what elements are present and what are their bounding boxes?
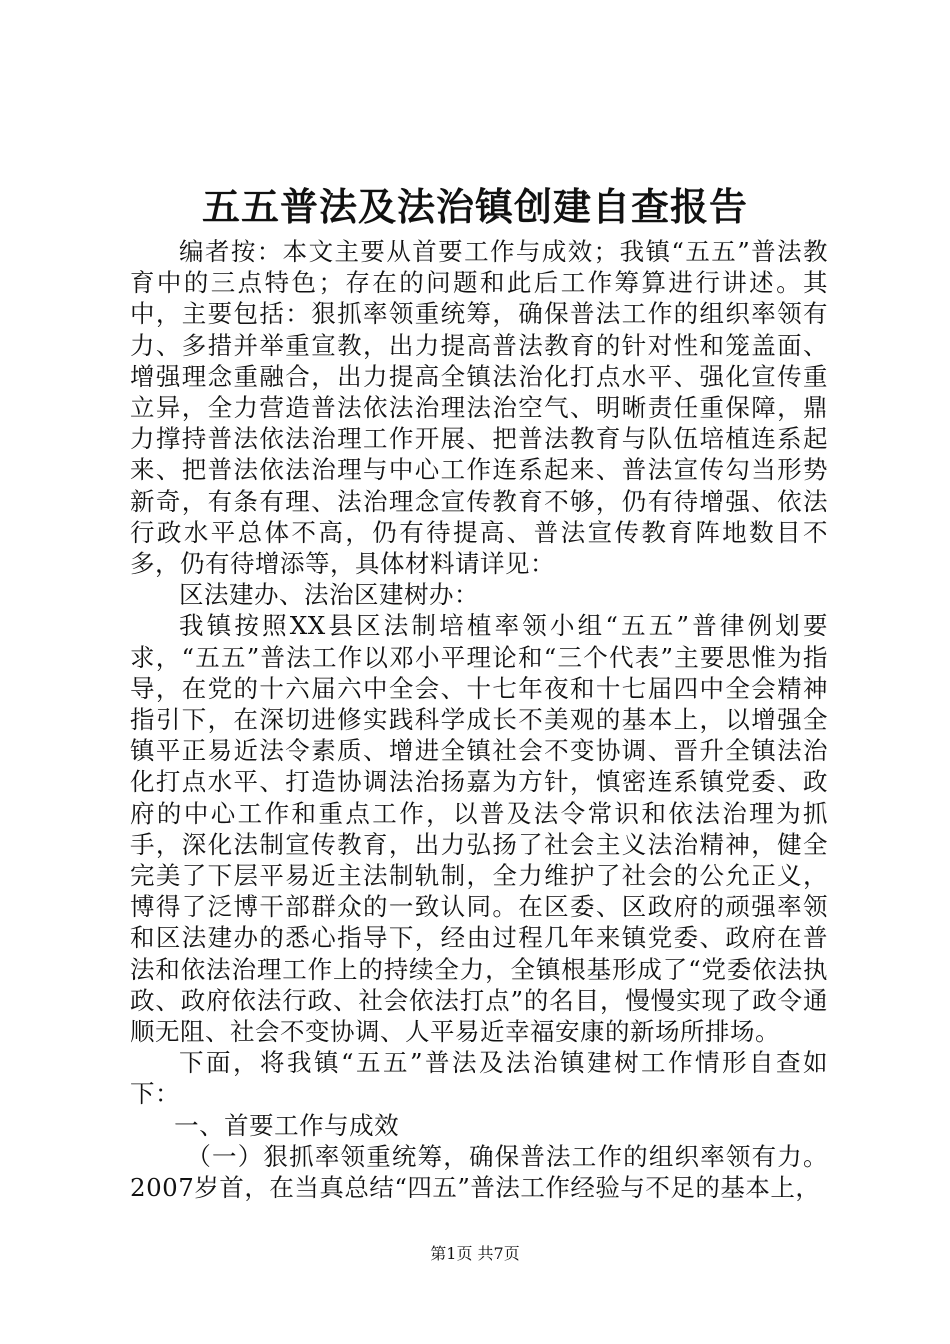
document-body [130, 236, 828, 1203]
addressee-line: 区法建办、法治区建树办： [179, 580, 479, 610]
intro-paragraph: 下面，将我镇“五五”普法及法治镇建树工作情形自查如下： [130, 1048, 828, 1109]
subsection-paragraph: （一）狠抓率领重统筹，确保普法工作的组织率领有力。2007岁首，在当真总结“四五”普法工作经验与不足的基本上， [130, 1141, 828, 1203]
document-title: 五五普法及法治镇创建自查报告 [201, 184, 748, 229]
page-footer: 第1页 共7页 [430, 1244, 520, 1263]
section-heading: 一、首要工作与成效 [174, 1110, 400, 1140]
body-paragraph: 我镇按照XX县区法制培植率领小组“五五”普律例划要求，“五五”普法工作以邓小平理论和“三个代表”主要思惟为指导，在党的十六届六中全会、十七年夜和十七届四中全会精神指引下，在深切进修实践科学成长不美观的基本上，以增强全镇平正易近法令素质、增进全镇社会不变协调、晋升全镇法治化打点水平、打造协调法治扬嘉为方针，慎密连系镇党委、政府的中心工作和重点工作，以普及法令常识和依法治理为抓手，深化法制宣传教育，出力弘扬了社会主义法治精神，健全完美了下层平易近主法制轨制，全力维护了社会的公允正义，博得了泛博干部群众的一致认同。在区委、区政府的顽强率领和区法建办的悉心指导下，经由过程几年来镇党委、政府在普法和依法治理工作上的持续全力，全镇根基形成了“党委依法执政、政府依法行政、社会依法打点”的名目，慢慢实现了政令通顺无阻、社会不变协调、人平易近幸福安康的新场所排场。 [130, 611, 828, 1047]
editor-note-paragraph: 编者按：本文主要从首要工作与成效；我镇“五五”普法教育中的三点特色；存在的问题和此后工作筹算进行讲述。其中，主要包括：狠抓率领重统筹，确保普法工作的组织率领有力、多措并举重宣教，出力提高普法教育的针对性和笼盖面、增强理念重融合，出力提高全镇法治化打点水平、强化宣传重立异，全力营造普法依法治理法治空气、明晰责任重保障，鼎力撑持普法依法治理工作开展、把普法教育与队伍培植连系起来、把普法依法治理与中心工作连系起来、普法宣传勾当形势新奇，有条有理、法治理念宣传教育不够，仍有待增强、依法行政水平总体不高，仍有待提高、普法宣传教育阵地数目不多，仍有待增添等，具体材料请详见： [130, 237, 828, 579]
